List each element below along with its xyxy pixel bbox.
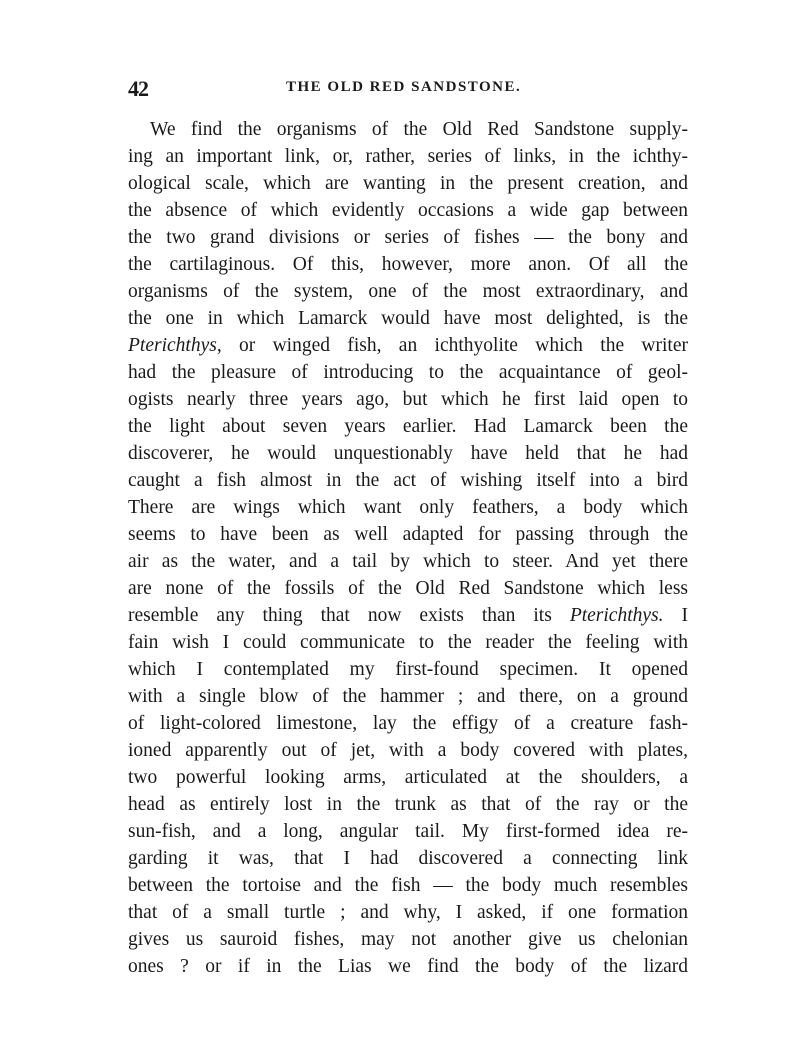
text-line: ing an important link, or, rather, series of links, in the ichthy- [128,146,688,167]
text-line-end: I [663,605,688,626]
text-line [128,602,688,629]
page-number: 42 [128,76,148,101]
text-line: caught a fish almost in the act of wishing itself into a bird [128,470,688,491]
text-line: organisms of the system, one of the most extraordinary, and [128,281,688,302]
page-header [128,76,688,102]
text-line: the light about seven years earlier. Had Lamarck been the [128,416,688,437]
text-line: the one in which Lamarck would have most delighted, is the [128,308,688,329]
text-line: garding it was, that I had discovered a connecting link [128,848,688,869]
text-line: the cartilaginous. Of this, however, more anon. Of all the [128,254,688,275]
text-line: had the pleasure of introducing to the acquaintance of geol- [128,362,688,383]
text-line: are none of the fossils of the Old Red Sandstone which less [128,578,688,599]
text-line: between the tortoise and the fish — the body much resembles [128,875,688,896]
text-line: the absence of which evidently occasions a wide gap between [128,200,688,221]
text-line: gives us sauroid fishes, may not another give us chelonian [128,929,688,950]
body-text [128,116,688,980]
text-line [128,332,688,359]
text-line: ones ? or if in the Lias we find the body of the lizard [128,956,688,977]
text-line: There are wings which want only feathers, a body which [128,497,688,518]
text-line: ogists nearly three years ago, but which he first laid open to [128,389,688,410]
text-line: head as entirely lost in the trunk as that of the ray or the [128,794,688,815]
text-line-start: resemble any thing that now exists than its [128,605,570,626]
text-line: fain wish I could communicate to the reader the feeling with [128,632,688,653]
running-title: THE OLD RED SANDSTONE. [286,79,522,95]
text-line: sun-fish, and a long, angular tail. My first-formed idea re- [128,821,688,842]
text-line: that of a small turtle ; and why, I asked, if one formation [128,902,688,923]
text-line-rest: , or winged fish, an ichthyolite which the writer [216,335,688,356]
text-line: seems to have been as well adapted for passing through the [128,524,688,545]
text-line: air as the water, and a tail by which to steer. And yet there [128,551,688,572]
text-line: We find the organisms of the Old Red Sandstone supply- [150,119,688,140]
text-line: which I contemplated my first-found specimen. It opened [128,659,688,680]
text-line: ioned apparently out of jet, with a body covered with plates, [128,740,688,761]
text-line: of light-colored limestone, lay the effigy of a creature fash- [128,713,688,734]
text-line: discoverer, he would unquestionably have held that he had [128,443,688,464]
text-line: with a single blow of the hammer ; and there, on a ground [128,686,688,707]
italic-term: Pterichthys. [569,605,664,626]
text-line: two powerful looking arms, articulated at the shoulders, a [128,767,688,788]
italic-term: Pterichthys [128,335,217,356]
text-line: ological scale, which are wanting in the present creation, and [128,173,688,194]
text-line: the two grand divisions or series of fishes — the bony and [128,227,688,248]
